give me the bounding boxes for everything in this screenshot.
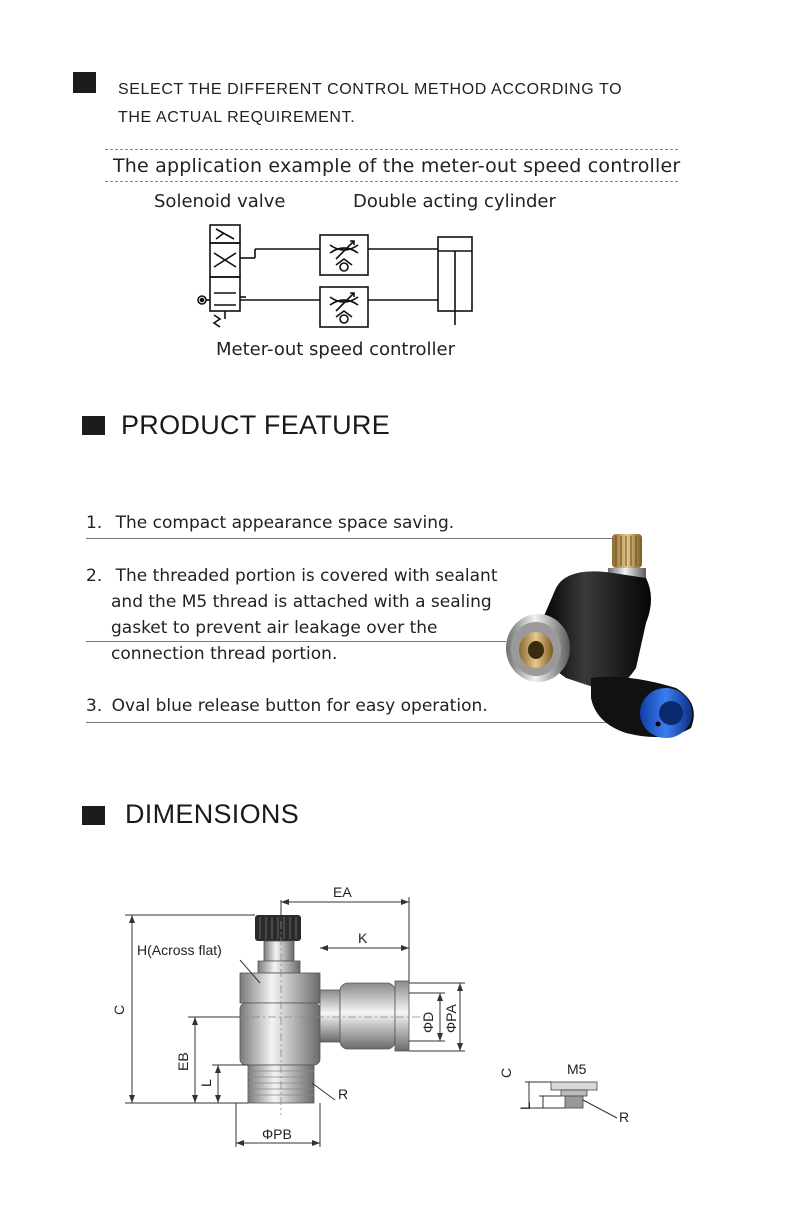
intro-bullet-square bbox=[73, 72, 96, 93]
solenoid-valve-symbol bbox=[198, 225, 246, 327]
small-dim-label-r: R bbox=[619, 1109, 630, 1125]
dashed-divider-bottom bbox=[105, 181, 678, 182]
small-dim-label-l: L bbox=[517, 1102, 533, 1110]
intro-line-2: THE ACTUAL REQUIREMENT. bbox=[118, 109, 356, 126]
feature-text-3-line-1: Oval blue release button for easy operation. bbox=[111, 696, 488, 716]
dim-label-c: C bbox=[111, 1004, 127, 1015]
feature-number-3: 3. bbox=[86, 696, 103, 716]
feature-item-2 bbox=[86, 563, 498, 589]
feature-item-1 bbox=[86, 510, 454, 536]
dimensions-square bbox=[82, 806, 105, 825]
feature-text-2-line-3: gasket to prevent air leakage over the bbox=[111, 618, 438, 638]
product-feature-title: PRODUCT FEATURE bbox=[121, 410, 391, 440]
intro-line-1: SELECT THE DIFFERENT CONTROL METHOD ACCORDING TO bbox=[118, 81, 623, 98]
small-dim-label-c: C bbox=[498, 1067, 514, 1078]
dimensions-title: DIMENSIONS bbox=[125, 799, 300, 829]
dim-label-r: R bbox=[338, 1086, 349, 1102]
dim-label-l: L bbox=[198, 1079, 214, 1087]
feature-number-2: 2. bbox=[86, 566, 103, 586]
dim-label-h: H(Across flat) bbox=[137, 942, 222, 958]
dimension-drawing-m5-detail bbox=[495, 1060, 640, 1130]
small-dim-label-m5: M5 bbox=[567, 1061, 587, 1077]
pneumatic-circuit-diagram bbox=[180, 215, 500, 333]
dim-label-d: ΦD bbox=[420, 1011, 436, 1033]
speed-controller-product-image bbox=[496, 528, 706, 743]
double-acting-cylinder-symbol bbox=[438, 237, 472, 325]
feature-text-2-line-4: connection thread portion. bbox=[111, 644, 338, 664]
dim-label-pa: ΦPA bbox=[443, 1004, 459, 1033]
product-feature-square bbox=[82, 416, 105, 435]
meter-out-controller-label: Meter-out speed controller bbox=[216, 339, 455, 360]
feature-text-1-line-1: The compact appearance space saving. bbox=[115, 513, 455, 533]
dim-label-k: K bbox=[358, 930, 368, 946]
dim-label-pb: ΦPB bbox=[262, 1126, 292, 1142]
dim-label-ea: EA bbox=[333, 884, 352, 900]
intro-text bbox=[118, 76, 622, 132]
double-acting-cylinder-label: Double acting cylinder bbox=[353, 191, 556, 212]
dimension-drawing-main bbox=[100, 875, 480, 1155]
feature-number-1: 1. bbox=[86, 513, 103, 533]
feature-item-3 bbox=[86, 693, 488, 719]
dim-label-eb: EB bbox=[175, 1052, 191, 1071]
feature-text-2-line-1: The threaded portion is covered with sealant bbox=[115, 566, 498, 586]
speed-controller-symbol-2 bbox=[320, 287, 368, 327]
feature-text-2-line-2: and the M5 thread is attached with a sealing bbox=[111, 592, 492, 612]
feature-divider-2 bbox=[86, 641, 506, 642]
solenoid-valve-label: Solenoid valve bbox=[154, 191, 286, 212]
dashed-divider-top bbox=[105, 149, 678, 150]
speed-controller-symbol-1 bbox=[320, 235, 368, 275]
application-title: The application example of the meter-out speed controller bbox=[113, 155, 681, 177]
